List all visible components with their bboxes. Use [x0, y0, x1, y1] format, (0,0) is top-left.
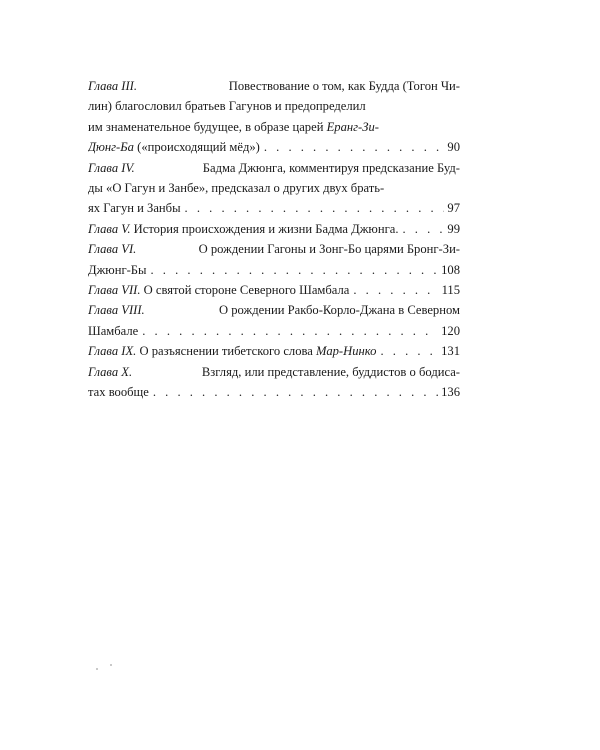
toc-line-last: [88, 280, 460, 300]
toc-line: [88, 239, 460, 259]
chapter-title-text: лин) благословил братьев Гагунов и предопределил: [88, 99, 366, 114]
toc-entry-chapter-5: [88, 219, 460, 239]
chapter-title-text: Шамбале: [88, 323, 139, 338]
table-of-contents: [88, 76, 460, 403]
chapter-title-part: им знаменательное будущее, в образе царей: [88, 119, 327, 134]
chapter-label: Глава III.: [88, 79, 137, 93]
toc-line-last: [88, 198, 460, 218]
chapter-label: Глава VIII.: [88, 303, 145, 318]
chapter-title-italic: Дюнг-Ба: [88, 140, 134, 155]
chapter-title-text: Джюнг-Бы: [88, 262, 147, 277]
dot-leader: [353, 280, 438, 300]
chapter-title-text: ях Гагун и Занбы: [88, 201, 181, 216]
toc-line-last: [88, 260, 460, 280]
chapter-title-text: Бадма Джюнга, комментируя предсказание Буд-: [202, 160, 460, 175]
chapter-title-text: О рождении Гагоны и Зонг-Бо царями Бронг-Зи-: [198, 242, 460, 257]
chapter-title-text: История происхождения и жизни Бадма Джюнга.: [133, 221, 399, 236]
chapter-title-text: Взгляд, или представление, буддистов о бодиса-: [201, 364, 460, 379]
page-number: 108: [441, 262, 460, 277]
toc-entry-chapter-10: [88, 362, 460, 403]
toc-entry-chapter-6: [88, 239, 460, 280]
chapter-title-text: [88, 117, 379, 137]
chapter-title-text: [88, 137, 260, 157]
chapter-title-text: [139, 341, 376, 361]
toc-entry-chapter-3: [88, 76, 460, 158]
chapter-label: Глава VII.: [88, 283, 141, 298]
chapter-title-italic: Мар-Нинко: [316, 344, 377, 359]
chapter-title-text: Повествование о том, как Будда (Тогон Чи-: [228, 79, 460, 93]
toc-entry-chapter-9: [88, 341, 460, 361]
toc-line: [88, 158, 460, 178]
chapter-label: Глава V.: [88, 221, 131, 236]
chapter-title-part: («происходящий мёд»): [133, 140, 260, 155]
toc-line: [88, 178, 460, 198]
toc-line: [88, 76, 460, 96]
chapter-title-text: тах вообще: [88, 385, 149, 400]
dot-leader: [380, 341, 438, 361]
toc-line-last: [88, 341, 460, 361]
toc-line: [88, 117, 460, 137]
chapter-title-text: О рождении Ракбо-Корло-Джана в Северном: [219, 303, 460, 318]
toc-line: [88, 300, 460, 320]
page-number: 131: [441, 344, 460, 359]
dot-leader: [153, 382, 438, 402]
chapter-title-part: О разъяснении тибетского слова: [139, 344, 317, 359]
toc-line-last: [88, 321, 460, 341]
chapter-label: Глава VI.: [88, 242, 137, 257]
chapter-label: Глава IV.: [88, 160, 135, 175]
toc-line-last: [88, 219, 460, 239]
scan-speck: [110, 664, 112, 666]
toc-line-last: [88, 137, 460, 157]
dot-leader: [264, 137, 445, 157]
toc-line: [88, 362, 460, 382]
dot-leader: [402, 219, 444, 239]
chapter-label: Глава X.: [88, 364, 133, 379]
chapter-title-italic: Еранг-Зи-: [326, 119, 379, 134]
page-number: 115: [441, 283, 460, 298]
dot-leader: [151, 260, 439, 280]
page-number: 99: [447, 221, 460, 236]
dot-leader: [142, 321, 438, 341]
page-number: 90: [447, 140, 460, 155]
page-number: 136: [441, 385, 460, 400]
toc-entry-chapter-7: [88, 280, 460, 300]
scan-speck: [96, 668, 98, 670]
page-number: 120: [441, 323, 460, 338]
toc-entry-chapter-4: [88, 158, 460, 219]
toc-entry-chapter-8: [88, 300, 460, 341]
toc-line-last: [88, 382, 460, 402]
dot-leader: [185, 198, 445, 218]
chapter-label: Глава IX.: [88, 344, 137, 359]
toc-line: [88, 96, 460, 116]
page-number: 97: [447, 201, 460, 216]
chapter-title-text: О святой стороне Северного Шамбала: [143, 283, 350, 298]
chapter-title-text: ды «О Гагун и Занбе», предсказал о других двух брать-: [88, 181, 385, 196]
